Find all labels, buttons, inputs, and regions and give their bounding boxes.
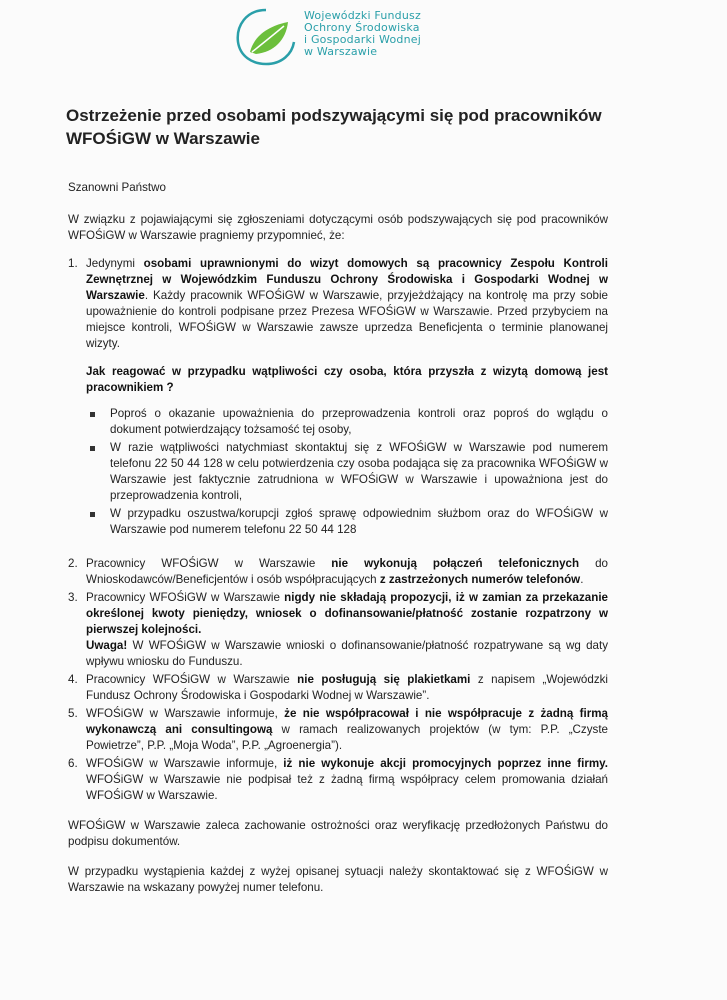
bullet-item: W przypadku oszustwa/korupcji zgłoś sprawę odpowiednim służbom oraz do WFOŚiGW w Warszawie pod numerem telefonu 22 50 44 128 <box>86 506 608 538</box>
salutation: Szanowni Państwo <box>68 181 166 194</box>
wfosigw-logo <box>232 6 452 68</box>
bullet-item: Poproś o okazanie upoważnienia do przeprowadzenia kontroli oraz poproś do wglądu o dokument potwierdzający tożsamość tej osoby, <box>86 406 608 438</box>
list-number: 5. <box>68 707 78 720</box>
numbered-list <box>68 256 608 804</box>
list-item-5: 5. WFOŚiGW w Warszawie informuje, że nie współpracował i nie współpracuje z żadną firmą wykonawczą ani consultingową w ramach realizowanych projektów (w tym: P.P. „Czyste Powietrze”, P.P. „Moja Woda”, P.P. „Agroenergia”). <box>68 707 608 752</box>
list-number: 2. <box>68 557 78 570</box>
list-number: 3. <box>68 591 78 604</box>
intro-paragraph: W związku z pojawiającymi się zgłoszeniami dotyczącymi osób podszywających się pod pracowników WFOŚiGW w Warszawie pragniemy przypomnieć, że: <box>68 213 608 242</box>
logo-line-1: Wojewódzki Fundusz <box>304 9 421 22</box>
closing-paragraph-1: WFOŚiGW w Warszawie zaleca zachowanie ostrożności oraz weryfikację przedłożonych Państwu do podpisu dokumentów. <box>68 819 608 848</box>
bullet-icon <box>90 446 95 451</box>
logo-line-4: w Warszawie <box>304 45 378 58</box>
list-item-3: 3. Pracownicy WFOŚiGW w Warszawie nigdy nie składają propozycji, iż w zamian za przekazanie określonej kwoty pieniędzy, wniosek o dofinansowanie/płatność zostanie rozpatrzony w pierwszej kolejności. Uwaga! W WFOŚiGW w Warszawie wnioski o dofinansowanie/płatność rozpatrywane są wg daty wpływu wniosku do Funduszu. <box>68 591 608 668</box>
list-number: 4. <box>68 673 78 686</box>
list-number: 6. <box>68 757 78 770</box>
document-title: Ostrzeżenie przed osobami podszywającymi się pod pracowników WFOŚiGW w Warszawie <box>66 106 602 148</box>
list-number: 1. <box>68 257 78 270</box>
leaf-logo-icon <box>232 6 300 68</box>
bullet-icon <box>90 412 95 417</box>
list-item-1: 1. Jedynymi osobami uprawnionymi do wizyt domowych są pracownicy Zespołu Kontroli Zewnętrznej w Wojewódzkim Funduszu Ochrony Środowiska i Gospodarki Wodnej w Warszawie. Każdy pracownik WFOŚiGW w Warszawie, przyjeżdżający na kontrolę ma przy sobie upoważnienie do kontroli podpisane przez Prezesa WFOŚiGW w Warszawie. Przed przybyciem na miejsce kontroli, WFOŚiGW w Warszawie zawsze uprzedza Beneficjenta o terminie planowanej wizyty. Jak reagować w przypadku wątpliwości czy osoba, która przyszła z wizytą domową jest pracownikiem ? Poproś o okazanie upoważnienia do przeprowadzenia kontroli oraz poproś do wglądu o dokument potwierdzający tożsamość tej osoby, W razie wątpliwości natychmiast skontaktuj się z WFOŚiGW w Warszawie pod numerem telefonu 22 50 44 128 w celu potwierdzenia czy osoba podająca się za pracownika WFOŚiGW w Warszawie jest faktycznie zatrudniona w WFOŚiGW w Warszawie i upoważniona jest do przeprowadzenia kontroli, W przypadku oszustwa/korupcji zgłoś sprawę odpowiednim służbom oraz do WFOŚiGW w Warszawie pod numerem telefonu 22 50 44 128 <box>68 257 608 536</box>
closing-paragraph-2: W przypadku wystąpienia każdej z wyżej opisanej sytuacji należy skontaktować się z WFOŚiGW w Warszawie na wskazany powyżej numer telefonu. <box>68 865 608 894</box>
question-heading: Jak reagować w przypadku wątpliwości czy osoba, która przyszła z wizytą domową jest pracownikiem ? <box>86 365 608 394</box>
list-item-2: 2. Pracownicy WFOŚiGW w Warszawie nie wykonują połączeń telefonicznych do Wnioskodawców/Beneficjentów i osób współpracujących z zastrzeżonych numerów telefonów. <box>68 557 608 586</box>
bullet-list <box>86 406 608 538</box>
document-body <box>68 180 608 896</box>
bullet-icon <box>90 512 95 517</box>
list-item-4: 4. Pracownicy WFOŚiGW w Warszawie nie posługują się plakietkami z napisem „Wojewódzki Fundusz Ochrony Środowiska i Gospodarki Wodnej w Warszawie”. <box>68 673 608 702</box>
list-item-6: 6. WFOŚiGW w Warszawie informuje, iż nie wykonuje akcji promocyjnych poprzez inne firmy. WFOŚiGW w Warszawie nie podpisał też z żadną firmą współpracy celem promowania działań WFOŚiGW w Warszawie. <box>68 757 608 802</box>
logo-line-3: i Gospodarki Wodnej <box>304 33 421 46</box>
bullet-item: W razie wątpliwości natychmiast skontaktuj się z WFOŚiGW w Warszawie pod numerem telefonu 22 50 44 128 w celu potwierdzenia czy osoba podająca się za pracownika WFOŚiGW w Warszawie jest faktycznie zatrudniona w WFOŚiGW w Warszawie i upoważniona jest do przeprowadzenia kontroli, <box>86 440 608 504</box>
logo-line-2: Ochrony Środowiska <box>304 21 420 34</box>
